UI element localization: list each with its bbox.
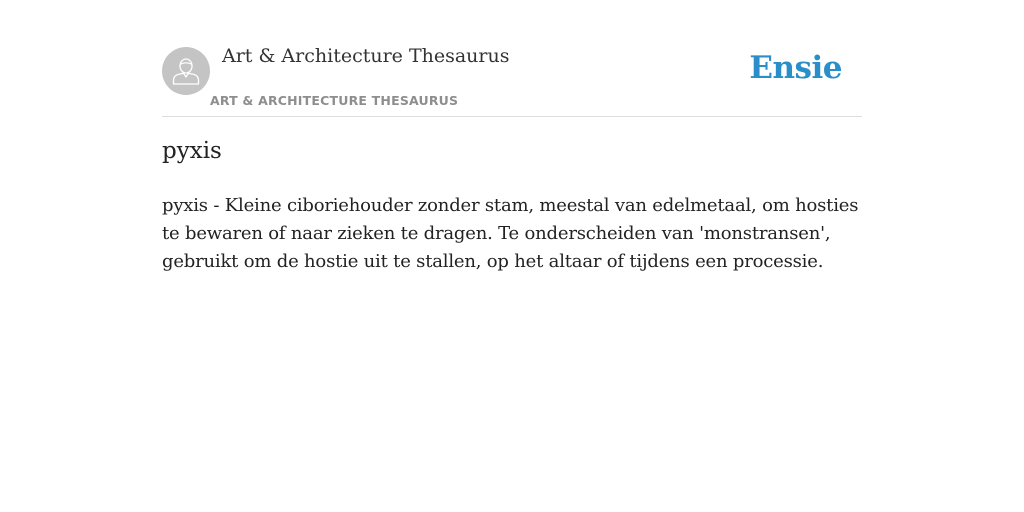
author-avatar[interactable] — [162, 47, 210, 95]
source-label[interactable]: ART & ARCHITECTURE THESAURUS — [210, 93, 459, 108]
entry-definition: pyxis - Kleine ciboriehouder zonder stam, meestal van edelmetaal, om hosties te bewaren of naar zieken te dragen. Te onderscheiden van 'monstransen', gebruikt om de hostie uit te stallen, op het altaar of tijdens een processie. — [162, 195, 859, 272]
ensie-logo[interactable]: Ensie — [749, 50, 842, 86]
entry-header — [162, 0, 862, 117]
user-placeholder-icon — [171, 56, 201, 86]
entry-term: pyxis — [162, 138, 222, 164]
author-name[interactable]: Art & Architecture Thesaurus — [222, 45, 510, 67]
